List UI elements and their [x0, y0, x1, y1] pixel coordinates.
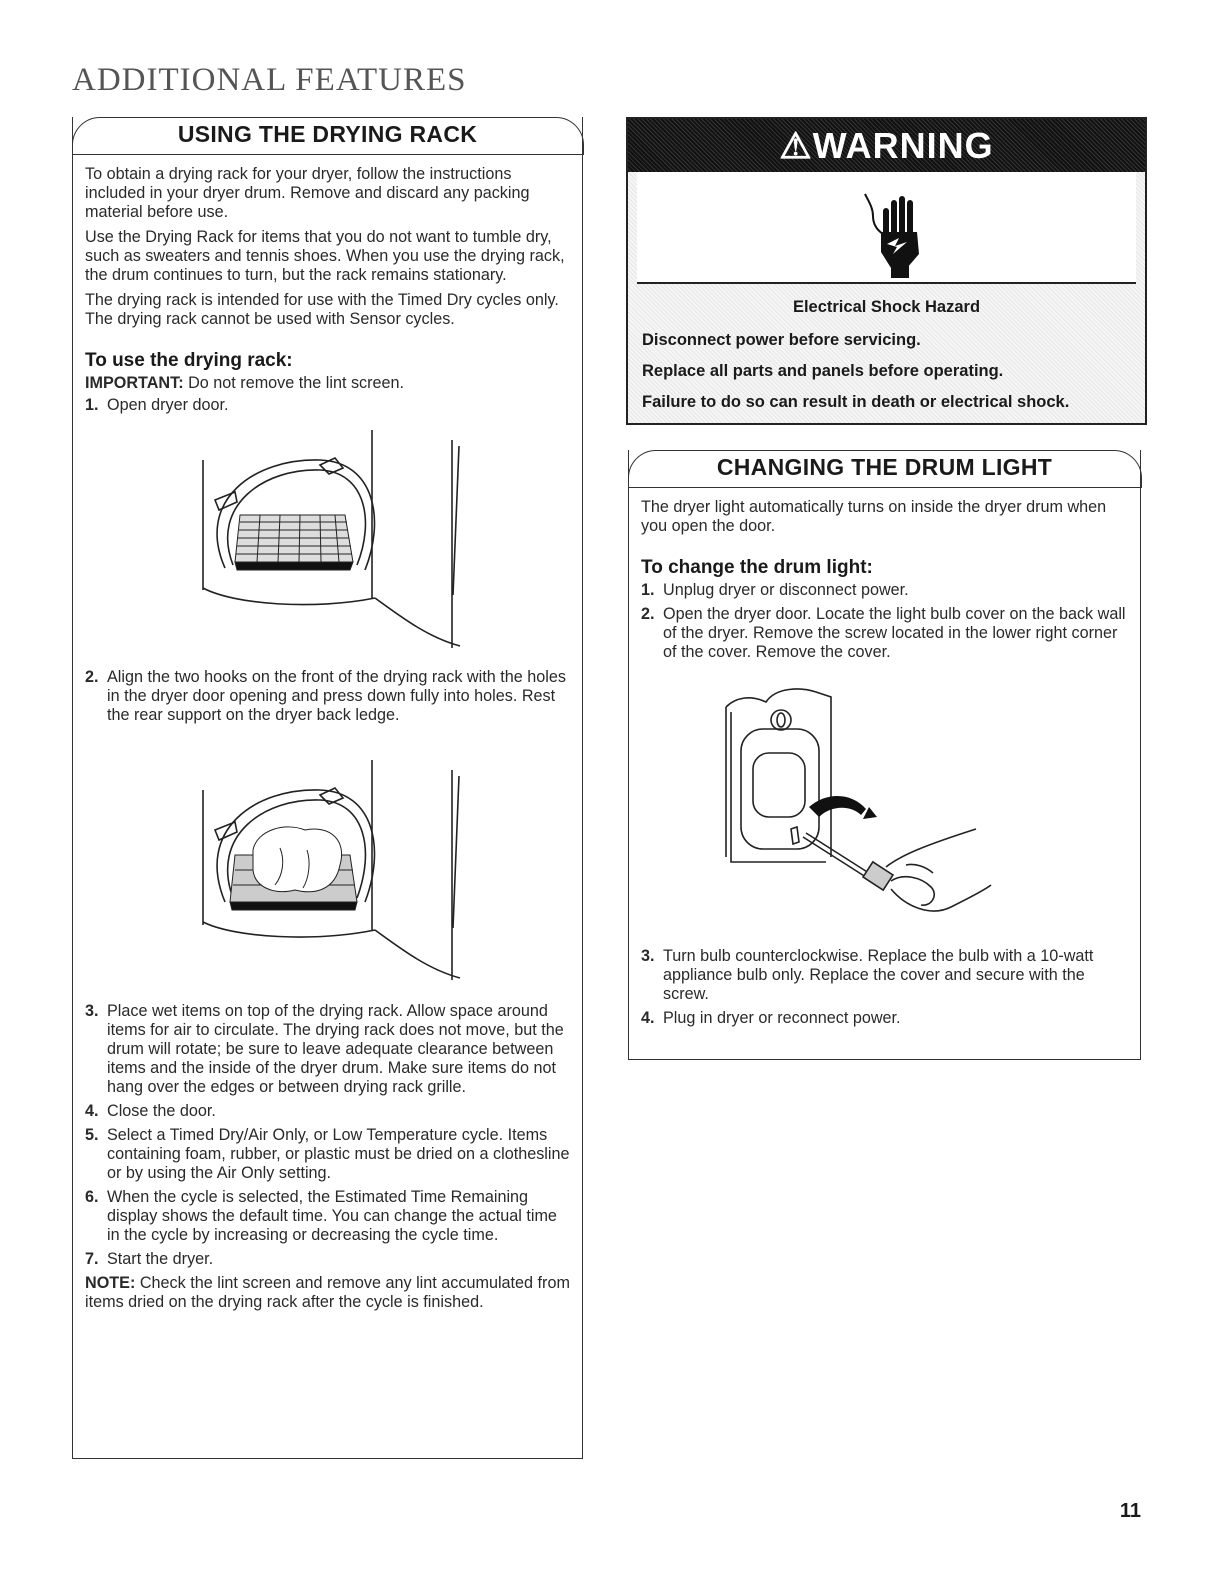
important-label: IMPORTANT: — [85, 374, 184, 392]
step-number: 1. — [641, 581, 655, 599]
drying-rack-step-2 — [85, 668, 570, 725]
step-text: Select a Timed Dry/Air Only, or Low Temperature cycle. Items containing foam, rubber, or plastic must be dried on a clothesline or by using the Air Only setting. — [107, 1126, 570, 1182]
important-note — [85, 374, 570, 393]
step-text: Unplug dryer or disconnect power. — [663, 581, 909, 599]
warning-line-2: Replace all parts and panels before operating. — [642, 362, 1004, 380]
warning-text — [628, 284, 1145, 412]
step-text: Turn bulb counterclockwise. Replace the bulb with a 10-watt appliance bulb only. Replace the cover and secure with the screw. — [663, 947, 1094, 1003]
step-text: Plug in dryer or reconnect power. — [663, 1009, 901, 1027]
step-number: 4. — [85, 1102, 99, 1120]
step-number: 1. — [85, 396, 99, 414]
note-label: NOTE: — [85, 1274, 136, 1292]
drying-rack-step-5 — [85, 1126, 570, 1183]
step-number: 2. — [85, 668, 99, 686]
drying-rack-step-6 — [85, 1188, 570, 1245]
drying-rack-body — [73, 155, 582, 1326]
drying-rack-header — [72, 117, 584, 155]
step-number: 3. — [85, 1002, 99, 1020]
drying-rack-intro-2: Use the Drying Rack for items that you do not want to tumble dry, such as sweaters and tennis shoes. When you use the drying rack, the drum continues to turn, but the rack remains stationary. — [85, 228, 565, 284]
note-text: Check the lint screen and remove any lint accumulated from items dried on the drying rack after the cycle is finished. — [85, 1274, 570, 1311]
step-text: Place wet items on top of the drying rack. Allow space around items for air to circulate. The drying rack does not move, but the drum will rotate; be sure to leave adequate clearance between items and the inside of the dryer drum. Make sure items do not hang over the edges or between drying rack grille. — [107, 1002, 564, 1096]
step-number: 5. — [85, 1126, 99, 1144]
step-text: Open the dryer door. Locate the light bulb cover on the back wall of the dryer. Remove the screw located in the lower right corner of the cover. Remove the cover. — [663, 605, 1126, 661]
drum-light-illustration — [641, 667, 1128, 947]
drying-rack-note — [85, 1274, 570, 1312]
drying-rack-step-4 — [85, 1102, 570, 1121]
warning-icon-area — [637, 172, 1136, 284]
step-text: Open dryer door. — [107, 396, 229, 414]
drum-light-intro: The dryer light automatically turns on inside the dryer drum when you open the door. — [641, 498, 1107, 535]
drying-rack-subhead: To use the drying rack: — [85, 350, 293, 371]
drum-light-step-1 — [641, 581, 1128, 600]
step-number: 4. — [641, 1009, 655, 1027]
dryer-rack-illustration-2 — [85, 730, 570, 1002]
warning-title: WARNING — [812, 125, 994, 166]
step-text: Start the dryer. — [107, 1250, 214, 1268]
step-number: 7. — [85, 1250, 99, 1268]
warning-box — [626, 117, 1147, 425]
warning-header — [628, 119, 1145, 172]
warning-triangle-icon: ⚠ — [779, 125, 813, 166]
drum-light-title: CHANGING THE DRUM LIGHT — [716, 454, 1053, 480]
step-text: Close the door. — [107, 1102, 216, 1120]
drum-light-section — [628, 450, 1141, 1060]
warning-line-1: Disconnect power before servicing. — [642, 331, 921, 349]
drum-light-header — [628, 450, 1142, 488]
important-text: Do not remove the lint screen. — [183, 374, 405, 392]
drum-light-body — [629, 488, 1140, 1041]
page-title: ADDITIONAL FEATURES — [72, 62, 467, 98]
step-text: Align the two hooks on the front of the drying rack with the holes in the dryer door opening and press down fully into holes. Rest the rear support on the dryer back ledge. — [107, 668, 566, 724]
drum-light-step-4 — [641, 1009, 1128, 1028]
hazard-title: Electrical Shock Hazard — [792, 298, 981, 316]
warning-line-3: Failure to do so can result in death or electrical shock. — [642, 393, 1070, 411]
drying-rack-title: USING THE DRYING RACK — [177, 121, 478, 147]
drying-rack-intro-1: To obtain a drying rack for your dryer, follow the instructions included in your dryer drum. Remove and discard any packing material before use. — [85, 165, 530, 221]
bulb-cover-screwdriver-image — [641, 667, 1129, 947]
drum-light-step-3 — [641, 947, 1128, 1004]
drying-rack-intro-3: The drying rack is intended for use with the Timed Dry cycles only. The drying rack cannot be used with Sensor cycles. — [85, 291, 559, 328]
page-number: 11 — [1119, 1500, 1141, 1522]
drying-rack-step-1 — [85, 396, 570, 415]
drum-light-subhead: To change the drum light: — [641, 557, 873, 578]
step-text: When the cycle is selected, the Estimated Time Remaining display shows the default time. You can change the actual time in the cycle by increasing or decreasing the cycle time. — [107, 1188, 557, 1244]
drying-rack-step-7 — [85, 1250, 570, 1269]
electric-shock-hand-icon — [637, 172, 1140, 284]
drying-rack-step-3 — [85, 1002, 570, 1097]
step-number: 3. — [641, 947, 655, 965]
drum-light-step-2 — [641, 605, 1128, 662]
dryer-loaded-rack-image — [85, 730, 573, 1002]
drying-rack-section — [72, 117, 583, 1459]
step-number: 6. — [85, 1188, 99, 1206]
dryer-empty-rack-image — [85, 420, 573, 668]
step-number: 2. — [641, 605, 655, 623]
dryer-rack-illustration-1 — [85, 420, 570, 668]
